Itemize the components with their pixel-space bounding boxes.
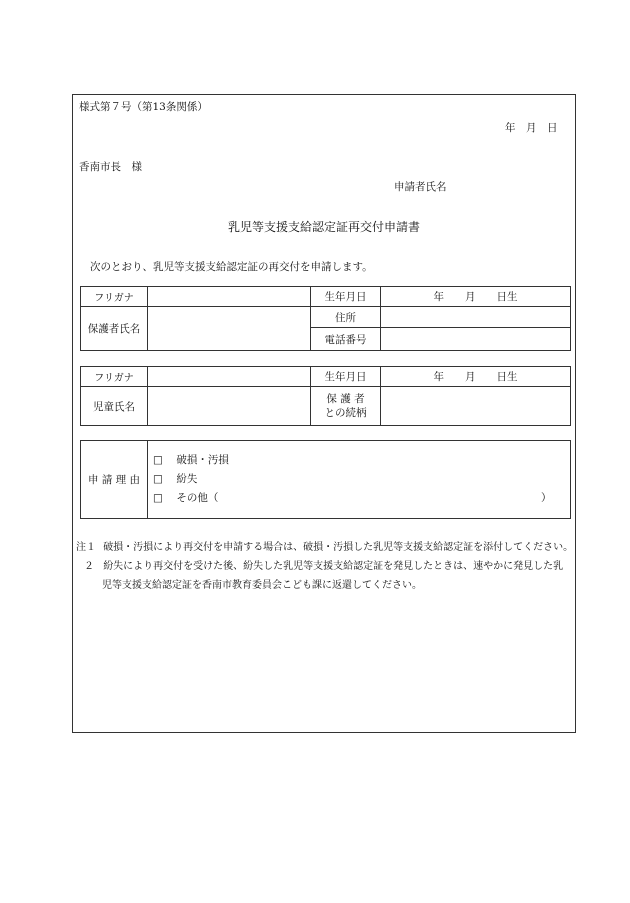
child-birth-label: 生年月日 bbox=[311, 367, 381, 387]
relation-label-line1: 保 護 者 bbox=[326, 393, 365, 405]
reason-options bbox=[148, 441, 571, 519]
reason-option-label: その他（ bbox=[176, 492, 219, 504]
guardian-name-field[interactable] bbox=[148, 307, 311, 351]
intro-text: 次のとおり、乳児等支援支給認定証の再交付を申請します。 bbox=[90, 261, 373, 273]
relation-label-line2: との続柄 bbox=[324, 407, 367, 419]
reason-option-label: 破損・汚損 bbox=[176, 454, 229, 466]
form-number: 様式第７号（第13条関係） bbox=[79, 101, 208, 113]
document-title: 乳児等支援支給認定証再交付申請書 bbox=[227, 220, 420, 234]
note-2-line1: 紛失により再交付を受けた後、紛失した乳児等支援支給認定証を発見したときは、速やかに発見した乳 bbox=[103, 561, 564, 572]
guardian-address-label: 住所 bbox=[311, 307, 381, 328]
guardian-birth-field[interactable]: 年 月 日生 bbox=[381, 287, 571, 307]
guardian-address-field[interactable] bbox=[381, 307, 571, 328]
addressee: 香南市長 様 bbox=[79, 161, 142, 173]
child-furigana-label: フリガナ bbox=[81, 367, 148, 387]
reason-table bbox=[80, 440, 571, 519]
reason-option-other[interactable] bbox=[153, 489, 570, 508]
guardian-furigana-field[interactable] bbox=[148, 287, 311, 307]
checkbox-icon[interactable]: □ bbox=[153, 492, 163, 504]
note-2-prefix: ２ bbox=[84, 561, 94, 572]
note-1-prefix: 注１ bbox=[76, 542, 96, 553]
date-label: 年 月 日 bbox=[505, 122, 558, 134]
relation-label bbox=[311, 387, 381, 426]
guardian-furigana-label: フリガナ bbox=[81, 287, 148, 307]
child-birth-field[interactable]: 年 月 日生 bbox=[381, 367, 571, 387]
child-name-label: 児童氏名 bbox=[81, 387, 148, 426]
note-1 bbox=[76, 538, 576, 557]
note-2-continued: 児等支援支給認定証を香南市教育委員会こども課に返還してください。 bbox=[102, 580, 422, 591]
applicant-name-label: 申請者氏名 bbox=[394, 181, 447, 193]
reason-option-lost[interactable] bbox=[153, 470, 570, 489]
form-frame bbox=[72, 94, 576, 733]
note-1-text: 破損・汚損により再交付を申請する場合は、破損・汚損した乳児等支援支給認定証を添付してください。 bbox=[103, 542, 574, 553]
checkbox-icon[interactable]: □ bbox=[153, 454, 163, 466]
reason-option-label: 紛失 bbox=[176, 473, 198, 485]
child-furigana-field[interactable] bbox=[148, 367, 311, 387]
guardian-birth-label: 生年月日 bbox=[311, 287, 381, 307]
other-close-paren: ） bbox=[541, 492, 552, 504]
note-2 bbox=[76, 557, 576, 576]
child-table bbox=[80, 366, 571, 426]
relation-field[interactable] bbox=[381, 387, 571, 426]
guardian-name-label: 保護者氏名 bbox=[81, 307, 148, 351]
reason-option-damage[interactable] bbox=[153, 451, 570, 470]
guardian-table bbox=[80, 286, 571, 351]
guardian-phone-label: 電話番号 bbox=[311, 328, 381, 351]
reason-label: 申 請 理 由 bbox=[81, 441, 148, 519]
child-name-field[interactable] bbox=[148, 387, 311, 426]
guardian-phone-field[interactable] bbox=[381, 328, 571, 351]
checkbox-icon[interactable]: □ bbox=[153, 473, 163, 485]
